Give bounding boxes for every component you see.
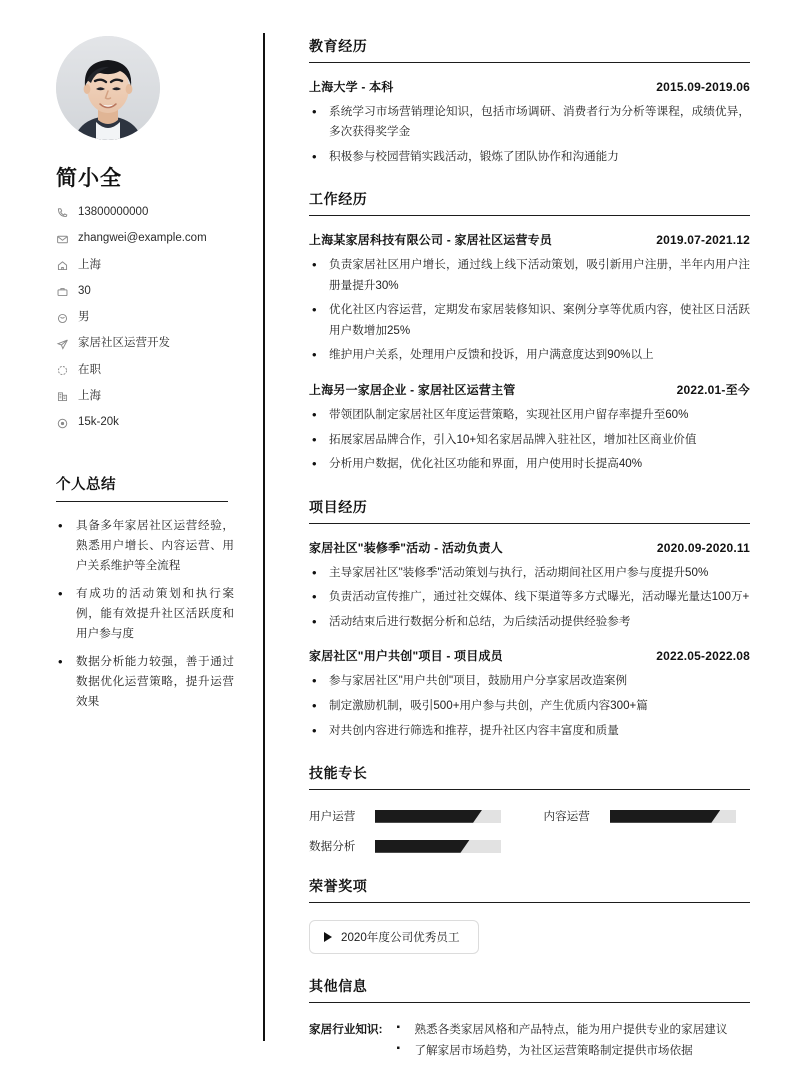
person-name: 简小全 [56,167,122,190]
contact-value: 男 [78,311,90,324]
skill-progress-fill [610,810,721,823]
contact-city [56,390,237,404]
home-icon [56,259,69,272]
list-item: • 维护用户关系，处理用户反馈和投诉，用户满意度达到90%以上 [309,345,750,365]
other-group-label: 家居行业知识: [309,1023,383,1037]
list-item: • 优化社区内容运营，定期发布家居装修知识、案例分享等优质内容，使社区日活跃用户数增加25% [309,300,750,341]
list-item: • 主导家居社区"装修季"活动策划与执行，活动期间社区用户参与度提升50% [309,563,750,583]
section-projects [309,497,750,742]
honor-list [309,920,750,954]
list-item: • 负责家居社区用户增长，通过线上线下活动策划，吸引新用户注册，半年内用户注册量提升30% [309,255,750,296]
section-heading: 项目经历 [309,497,750,524]
education-entry [309,78,750,167]
section-other-info [309,976,750,1062]
section-skills [309,763,750,854]
contact-age [56,285,237,299]
list-item: • 带领团队制定家居社区年度运营策略，实现社区用户留存率提升至60% [309,405,750,425]
list-item: ▪ 了解家居市场趋势，为社区运营策略制定提供市场依据 [396,1041,727,1062]
section-heading: 荣誉奖项 [309,876,750,903]
contact-value: 家居社区运营开发 [78,337,170,350]
contact-gender [56,311,237,325]
refresh-icon [56,364,69,377]
skill-progress-track [375,810,501,823]
list-item: • 具备多年家居社区运营经验，熟悉用户增长、内容运营、用户关系维护等全流程 [56,516,234,576]
list-item: • 有成功的活动策划和执行案例，能有效提升社区活跃度和用户参与度 [56,584,234,644]
skill-progress-fill [375,840,470,853]
project-entry [309,647,750,741]
entry-title: 家居社区"装修季"活动 - 活动负责人 [309,540,503,555]
contact-status [56,364,237,378]
sidebar [0,0,263,1078]
list-item: • 制定激励机制，吸引500+用户参与共创，产生优质内容300+篇 [309,696,750,716]
list-item: • 系统学习市场营销理论知识，包括市场调研、消费者行为分析等课程，成绩优异，多次获得奖学金 [309,102,750,143]
entry-date: 2015.09-2019.06 [656,80,750,94]
contact-value: 在职 [78,363,101,376]
section-heading: 技能专长 [309,763,750,790]
entry-header [309,78,750,95]
section-heading: 教育经历 [309,36,750,63]
entry-date: 2020.09-2020.11 [656,540,750,555]
list-item: • 活动结束后进行数据分析和总结，为后续活动提供经验参考 [309,612,750,632]
list-item: • 参与家居社区"用户共创"项目，鼓励用户分享家居改造案例 [309,671,750,691]
list-item: • 积极参与校园营销实践活动，锻炼了团队协作和沟通能力 [309,147,750,167]
skill-label: 用户运营 [309,810,356,824]
skill-label: 数据分析 [309,840,356,854]
entry-points [309,671,750,741]
phone-icon [56,206,69,219]
list-item: • 数据分析能力较强，善于通过数据优化运营策略，提升运营效果 [56,652,234,712]
entry-points [309,405,750,475]
entry-header [309,539,750,556]
work-entry [309,231,750,365]
honor-label: 2020年度公司优秀员工 [341,931,460,945]
coin-icon [56,417,69,430]
entry-title: 上海某家居科技有限公司 - 家居社区运营专员 [309,233,553,248]
work-entry [309,381,750,475]
entry-header [309,381,750,398]
entry-points [309,563,750,633]
paper-plane-icon [56,338,69,351]
contact-location [56,259,237,273]
skill-row [309,808,516,824]
list-item: • 对共创内容进行筛选和推荐，提升社区内容丰富度和质量 [309,721,750,741]
section-summary [56,473,237,711]
honor-tag[interactable] [309,920,479,954]
avatar [56,36,160,140]
skill-progress-fill [375,810,482,823]
skills-grid [309,808,750,854]
list-item: • 分析用户数据，优化社区功能和界面，用户使用时长提高40% [309,454,750,474]
main-content [263,0,794,1078]
other-group [309,1020,750,1062]
contact-salary [56,416,237,430]
entry-points [309,255,750,365]
envelope-icon [56,233,69,246]
contact-value: zhangwei@example.com [78,232,207,245]
entry-date: 2022.01-至今 [676,382,750,397]
list-item: • 拓展家居品牌合作，引入10+知名家居品牌入驻社区，增加社区商业价值 [309,430,750,450]
section-heading: 个人总结 [56,473,228,502]
project-entry [309,539,750,633]
skill-progress-track [375,840,501,853]
entry-header [309,647,750,664]
entry-date: 2022.05-2022.08 [656,649,750,664]
briefcase-icon [56,285,69,298]
entry-header [309,231,750,248]
entry-title: 上海大学 - 本科 [309,80,394,94]
contact-value: 上海 [78,390,101,403]
contact-position [56,337,237,351]
contact-value: 30 [78,284,91,297]
contact-email [56,232,237,246]
entry-points [309,102,750,167]
section-honors [309,876,750,954]
play-triangle-icon [324,932,332,942]
contact-list [56,206,237,430]
portrait-photo-icon [56,36,160,140]
list-item: ▪ 熟悉各类家居风格和产品特点，能为用户提供专业的家居建议 [396,1020,727,1041]
skill-row [544,808,751,824]
skill-row [309,838,516,854]
column-divider [263,33,265,1041]
building-icon [56,390,69,403]
contact-value: 13800000000 [78,206,149,218]
skill-progress-track [610,810,736,823]
skill-label: 内容运营 [543,810,590,824]
entry-date: 2019.07-2021.12 [656,233,750,248]
section-work [309,189,750,474]
section-education [309,36,750,167]
list-item: • 负责活动宣传推广，通过社交媒体、线下渠道等多方式曝光，活动曝光量达100万+ [309,587,750,607]
contact-value: 15k-20k [78,416,119,429]
contact-phone [56,206,237,220]
contact-value: 上海 [78,258,101,271]
section-heading: 其他信息 [309,976,750,1003]
entry-title: 家居社区"用户共创"项目 - 项目成员 [309,649,503,664]
gender-icon [56,312,69,325]
summary-points [56,516,234,711]
section-heading: 工作经历 [309,189,750,216]
entry-title: 上海另一家居企业 - 家居社区运营主管 [309,382,516,397]
other-group-items [396,1020,727,1062]
